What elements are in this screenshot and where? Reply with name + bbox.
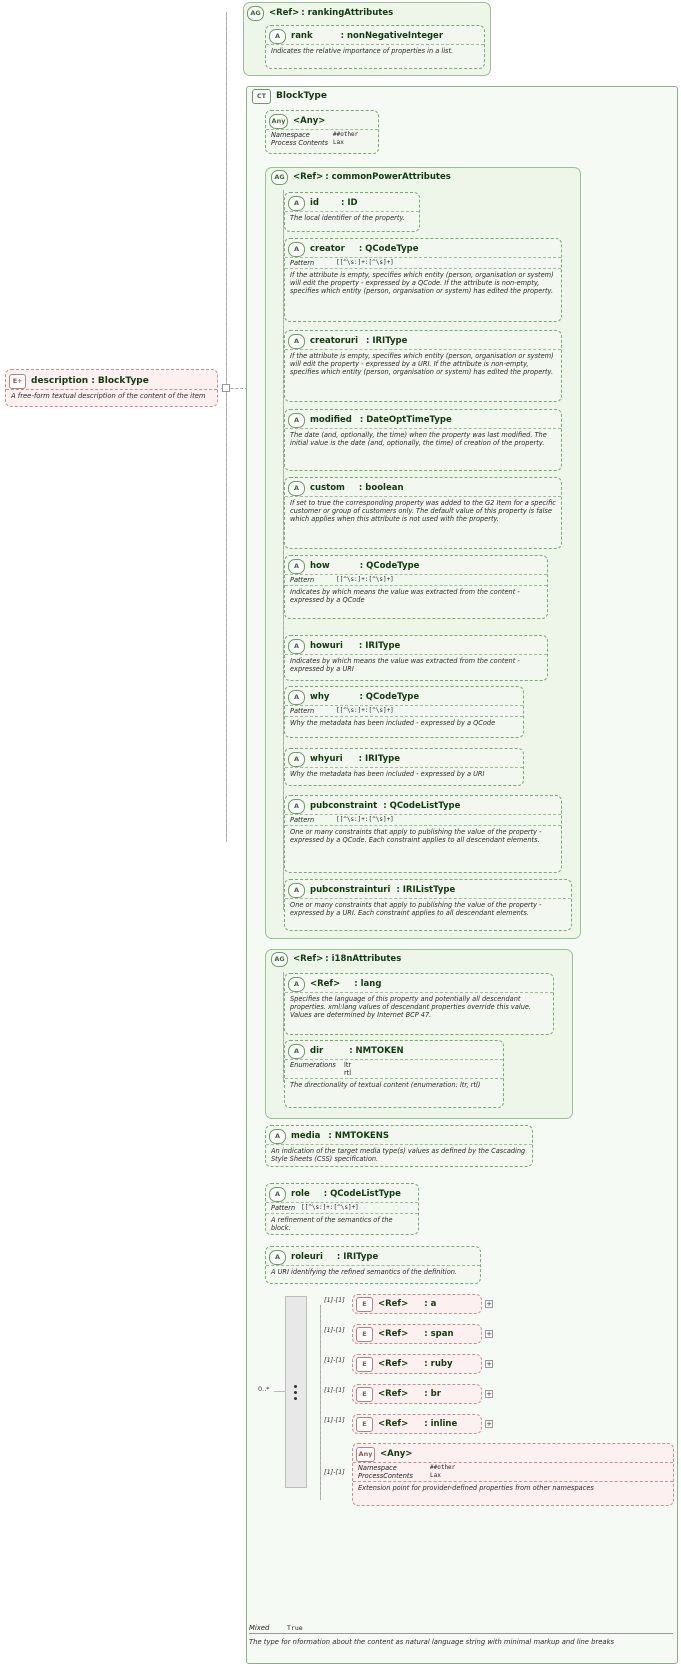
common-power-attributes-header: [268, 169, 451, 185]
attribute-creator-pattern-value: [[^\s:]+:[^\s]+]: [336, 259, 394, 266]
attribute-group-icon-i18n: AG: [271, 952, 288, 967]
attribute-group-icon-common: AG: [271, 170, 288, 185]
attribute-media-name: media: [291, 1131, 321, 1141]
any-element-top-name: <Any>: [293, 116, 326, 126]
attribute-dir[interactable]: [284, 1040, 504, 1108]
attribute-icon-modified: A: [288, 413, 305, 428]
attribute-icon-lang: A: [288, 977, 305, 992]
element-icon-label: E: [12, 377, 18, 385]
connector-sequence-in: [274, 1391, 285, 1392]
i18n-type: : i18nAttributes: [325, 954, 402, 964]
attribute-creator-type: : QCodeType: [358, 244, 419, 254]
attribute-lang-desc: Specifies the language of this property and potentially all descendant properties. xml:lang values of descendant properties override this value. Values are determined by Internet BCP 47.: [285, 992, 553, 1021]
attribute-creator-pattern: [285, 257, 561, 268]
attribute-creator[interactable]: [284, 238, 562, 322]
mixed-label: Mixed: [249, 1624, 270, 1632]
attribute-whyuri-desc: Why the metadata has been included - expressed by a URI: [285, 767, 523, 780]
attribute-icon-dir: A: [288, 1044, 305, 1059]
ranking-attributes-name: <Ref>: [269, 8, 300, 18]
element-br-expand[interactable]: +: [486, 1390, 492, 1398]
complextype-blocktype-header: [249, 88, 327, 104]
element-br-type: : br: [424, 1389, 441, 1399]
element-description[interactable]: [5, 369, 218, 407]
attribute-rank[interactable]: [265, 25, 485, 69]
ranking-attributes-type: : rankingAttributes: [301, 8, 394, 18]
element-br-name: <Ref>: [378, 1389, 409, 1399]
element-icon-br: E: [356, 1387, 373, 1402]
card-inline: [1]-[1]: [324, 1416, 345, 1424]
attribute-role-desc: A refinement of the semantics of the block.: [266, 1213, 418, 1234]
attribute-lang[interactable]: [284, 973, 554, 1035]
attribute-icon-id: A: [288, 196, 305, 211]
attribute-role-name: role: [291, 1189, 310, 1199]
attribute-whyuri[interactable]: [284, 748, 524, 786]
any-icon: Any: [269, 114, 288, 129]
attribute-pubconstraint[interactable]: [284, 795, 562, 873]
attribute-icon-whyuri: A: [288, 752, 305, 767]
attribute-roleuri-type: : IRIType: [336, 1252, 379, 1262]
any-top-process-key: Process Contents: [271, 139, 329, 147]
attribute-lang-header: [285, 974, 553, 992]
any-element-top-header: [266, 111, 378, 129]
attribute-icon-pubconstrainturi: A: [288, 883, 305, 898]
attribute-why-header: [285, 687, 523, 705]
any-top-namespace-value: ##other: [333, 131, 359, 138]
attribute-pubconstraint-pattern: [285, 814, 561, 825]
attribute-role[interactable]: [265, 1183, 419, 1235]
attribute-role-pattern: [266, 1202, 418, 1213]
i18n-name: <Ref>: [293, 954, 324, 964]
attribute-dir-enum-label: Enumerations: [290, 1061, 336, 1069]
attribute-dir-type: : NMTOKEN: [349, 1046, 404, 1056]
attribute-roleuri-header: [266, 1247, 480, 1265]
any-top-process-value: Lax: [333, 139, 344, 146]
attribute-custom-name: custom: [310, 483, 345, 493]
attribute-role-pattern-label: Pattern: [271, 1204, 296, 1212]
attribute-icon: A: [269, 29, 286, 44]
element-icon-a: E: [356, 1297, 373, 1312]
attribute-id[interactable]: [284, 192, 420, 232]
attribute-creator-desc: If the attribute is empty, specifies which entity (person, organisation or system) will edit the property - expressed by a QCode. If the attribute is non-empty, specifies which entity (person, organisation or system) has edited the property.: [285, 268, 561, 297]
attribute-id-name: id: [310, 198, 319, 208]
sequence-occurrence: 0..*: [258, 1385, 270, 1393]
element-span-expand[interactable]: +: [486, 1330, 492, 1338]
attribute-why[interactable]: [284, 686, 524, 738]
element-br[interactable]: [352, 1384, 482, 1404]
element-description-desc: A free-form textual description of the content of the item: [6, 389, 217, 402]
element-span-name: <Ref>: [378, 1329, 409, 1339]
attribute-rank-name: rank: [291, 31, 313, 41]
attribute-media[interactable]: [265, 1125, 533, 1167]
attribute-roleuri[interactable]: [265, 1246, 481, 1284]
attribute-howuri-header: [285, 636, 547, 654]
attribute-media-header: [266, 1126, 532, 1144]
element-ruby-header: [353, 1355, 481, 1373]
any-top-namespace-row: [266, 129, 378, 139]
attribute-how-pattern: [285, 574, 547, 585]
attribute-modified-name: modified: [310, 415, 352, 425]
attribute-pubconstraint-pattern-label: Pattern: [290, 816, 315, 824]
attribute-id-type: : ID: [341, 198, 358, 208]
attribute-group-icon: AG: [247, 6, 264, 21]
element-br-header: [353, 1385, 481, 1403]
attribute-lang-type: : lang: [354, 979, 382, 989]
element-inline-header: [353, 1415, 481, 1433]
attribute-dir-enum-row2: [285, 1069, 503, 1078]
common-power-type: : commonPowerAttributes: [325, 172, 451, 182]
sequence-dot-1: [294, 1385, 297, 1388]
mixed-row: [249, 1624, 673, 1634]
card-br: [1]-[1]: [324, 1386, 345, 1394]
card-span: [1]-[1]: [324, 1326, 345, 1334]
attribute-whyuri-type: : IRIType: [358, 754, 401, 764]
any-bottom-desc: Extension point for provider-defined properties from other namespaces: [353, 1481, 673, 1494]
element-icon-span: E: [356, 1327, 373, 1342]
element-inline-expand[interactable]: +: [486, 1420, 492, 1428]
attribute-pubconstrainturi-type: : IRIListType: [396, 885, 456, 895]
attribute-creator-name: creator: [310, 244, 345, 254]
any-bottom-namespace-row: [353, 1462, 673, 1472]
attribute-creatoruri-header: [285, 331, 561, 349]
any-bottom-process-row: [353, 1472, 673, 1481]
element-description-name: description: [31, 376, 89, 386]
attribute-icon-howuri: A: [288, 639, 305, 654]
element-ruby-type: : ruby: [424, 1359, 453, 1369]
attribute-icon-role: A: [269, 1187, 286, 1202]
element-icon: E +: [9, 374, 26, 389]
attribute-howuri[interactable]: [284, 635, 548, 681]
attribute-roleuri-desc: A URI identifying the refined semantics of the definition.: [266, 1265, 480, 1278]
attribute-how-pattern-label: Pattern: [290, 576, 315, 584]
complextype-footer-desc: The type for nformation about the content as natural language string with minimal markup and line breaks: [249, 1638, 615, 1646]
attribute-pubconstrainturi-header: [285, 880, 571, 898]
any-icon-bottom: Any: [356, 1447, 375, 1462]
complextype-footer: [249, 1624, 673, 1662]
attribute-creatoruri-name: creatoruri: [310, 336, 358, 346]
element-a[interactable]: [352, 1294, 482, 1314]
attribute-pubconstraint-name: pubconstraint: [310, 801, 378, 811]
element-icon-ruby: E: [356, 1357, 373, 1372]
element-a-type: : a: [424, 1299, 437, 1309]
attribute-pubconstrainturi-name: pubconstrainturi: [310, 885, 391, 895]
attribute-dir-enum-row1: [285, 1059, 503, 1069]
element-icon-inline: E: [356, 1417, 373, 1432]
attribute-icon-roleuri: A: [269, 1250, 286, 1265]
attribute-creator-pattern-label: Pattern: [290, 259, 315, 267]
card-a: [1]-[1]: [324, 1296, 345, 1304]
attribute-icon-custom: A: [288, 481, 305, 496]
attribute-role-pattern-value: [[^\s:]+:[^\s]+]: [301, 1204, 359, 1211]
sequence-dot-2: [294, 1391, 297, 1394]
attribute-howuri-name: howuri: [310, 641, 343, 651]
any-bottom-namespace-key: Namespace: [358, 1464, 397, 1472]
attribute-why-desc: Why the metadata has been included - expressed by a QCode: [285, 716, 523, 729]
complextype-name: BlockType: [276, 91, 327, 101]
attribute-custom-header: [285, 478, 561, 496]
element-ruby[interactable]: [352, 1354, 482, 1374]
any-element-top[interactable]: [265, 110, 379, 154]
attribute-id-header: [285, 193, 419, 211]
attribute-dir-desc: The directionality of textual content (enumeration: ltr, rtl): [285, 1078, 503, 1091]
attribute-dir-enum-value-rtl: rtl: [344, 1069, 352, 1077]
attribute-howuri-desc: Indicates by which means the value was extracted from the content - expressed by a URI: [285, 654, 547, 675]
attribute-icon-creatoruri: A: [288, 334, 305, 349]
element-span-type: : span: [424, 1329, 454, 1339]
any-bottom-process-value: Lax: [430, 1472, 441, 1479]
attribute-dir-name: dir: [310, 1046, 324, 1056]
element-a-header: [353, 1295, 481, 1313]
mixed-value: True: [287, 1624, 303, 1632]
attribute-icon-why: A: [288, 690, 305, 705]
attribute-how-type: : QCodeType: [359, 561, 420, 571]
attribute-creatoruri-type: : IRIType: [365, 336, 408, 346]
attribute-icon-how: A: [288, 559, 305, 574]
attribute-why-pattern-label: Pattern: [290, 707, 315, 715]
attribute-why-pattern-value: [[^\s:]+:[^\s]+]: [336, 707, 394, 714]
attribute-modified-type: : DateOptTimeType: [359, 415, 452, 425]
element-span-header: [353, 1325, 481, 1343]
connector-left-stub: [226, 12, 227, 842]
attribute-roleuri-name: roleuri: [291, 1252, 323, 1262]
any-bottom-process-key: ProcessContents: [358, 1472, 413, 1480]
attribute-how-header: [285, 556, 547, 574]
attribute-pubconstrainturi-desc: One or many constraints that apply to publishing the value of the property - expressed by a URI. Each constraint applies to all descendant elements.: [285, 898, 571, 919]
attribute-media-desc: An indication of the target media type(s) values as defined by the Cascading Style Sheets (CSS) specification.: [266, 1144, 532, 1165]
attribute-creatoruri-desc: If the attribute is empty, specifies which entity (person, organisation or system) will edit the property - expressed by a URI. If the attribute is non-empty, specifies which entity (person, organisation or system) has edited the property.: [285, 349, 561, 378]
attribute-dir-header: [285, 1041, 503, 1059]
attribute-rank-type: : nonNegativeInteger: [340, 31, 444, 41]
attribute-dir-enum-spacer: [290, 1069, 344, 1077]
i18n-attributes-header: [268, 951, 401, 967]
attribute-creator-header: [285, 239, 561, 257]
element-description-type: : BlockType: [91, 376, 149, 386]
element-ruby-expand[interactable]: +: [486, 1360, 492, 1368]
sequence-dot-3: [294, 1397, 297, 1400]
attribute-rank-desc: Indicates the relative importance of properties in a list.: [266, 44, 484, 57]
element-a-name: <Ref>: [378, 1299, 409, 1309]
attribute-custom[interactable]: [284, 477, 562, 549]
common-power-name: <Ref>: [293, 172, 324, 182]
attribute-custom-desc: If set to true the corresponding property was added to the G2 Item for a specific customer or group of customers only. The default value of this property is false which applies when this attribute is not used with the property.: [285, 496, 561, 525]
attribute-how-desc: Indicates by which means the value was extracted from the content - expressed by a QCode: [285, 585, 547, 606]
attribute-icon-creator: A: [288, 242, 305, 257]
attribute-lang-name: <Ref>: [310, 979, 341, 989]
attribute-modified-header: [285, 410, 561, 428]
attribute-why-pattern: [285, 705, 523, 716]
element-description-header: [6, 370, 217, 389]
attribute-modified-desc: The date (and, optionally, the time) when the property was last modified. The initial value is the date (and, optionally, the time) of creation of the property.: [285, 428, 561, 449]
attribute-role-type: : QCodeListType: [323, 1189, 401, 1199]
attribute-how-name: how: [310, 561, 330, 571]
attribute-custom-type: : boolean: [358, 483, 404, 493]
any-bottom-namespace-value: ##other: [430, 1464, 456, 1471]
attribute-dir-enum-value-ltr: ltr: [344, 1061, 352, 1069]
any-element-bottom[interactable]: [352, 1443, 674, 1506]
card-any-bottom: [1]-[1]: [324, 1468, 345, 1476]
attribute-modified[interactable]: [284, 409, 562, 471]
attribute-how-pattern-value: [[^\s:]+:[^\s]+]: [336, 576, 394, 583]
attribute-role-header: [266, 1184, 418, 1202]
any-element-bottom-header: [353, 1444, 673, 1462]
attribute-howuri-type: : IRIType: [358, 641, 401, 651]
attribute-rank-header: [266, 26, 484, 44]
attribute-creatoruri[interactable]: [284, 330, 562, 402]
attribute-pubconstrainturi[interactable]: [284, 879, 572, 931]
attribute-why-name: why: [310, 692, 330, 702]
element-inline[interactable]: [352, 1414, 482, 1434]
complextype-icon: CT: [252, 89, 271, 104]
attribute-how[interactable]: [284, 555, 548, 619]
any-top-process-row: [266, 139, 378, 148]
element-inline-name: <Ref>: [378, 1419, 409, 1429]
attribute-whyuri-header: [285, 749, 523, 767]
element-inline-type: : inline: [424, 1419, 458, 1429]
attribute-id-desc: The local identifier of the property.: [285, 211, 419, 224]
card-ruby: [1]-[1]: [324, 1356, 345, 1364]
attribute-pubconstraint-type: : QCodeListType: [383, 801, 461, 811]
attribute-pubconstraint-header: [285, 796, 561, 814]
attribute-whyuri-name: whyuri: [310, 754, 343, 764]
element-a-expand[interactable]: +: [486, 1300, 492, 1308]
attribute-why-type: : QCodeType: [359, 692, 420, 702]
attribute-pubconstraint-desc: One or many constraints that apply to publishing the value of the property - expressed by a QCode. Each constraint applies to all descendant elements.: [285, 825, 561, 846]
ranking-attributes-header: [244, 3, 490, 21]
any-element-bottom-name: <Any>: [380, 1449, 413, 1459]
attribute-media-type: : NMTOKENS: [328, 1131, 389, 1141]
connector-children-trunk: [320, 1305, 321, 1500]
connector-left-expand: [222, 384, 230, 392]
attribute-icon-pubconstraint: A: [288, 799, 305, 814]
element-ruby-name: <Ref>: [378, 1359, 409, 1369]
attribute-icon-media: A: [269, 1129, 286, 1144]
element-span[interactable]: [352, 1324, 482, 1344]
attribute-pubconstraint-pattern-value: [[^\s:]+:[^\s]+]: [336, 816, 394, 823]
any-top-namespace-key: Namespace: [271, 131, 310, 139]
